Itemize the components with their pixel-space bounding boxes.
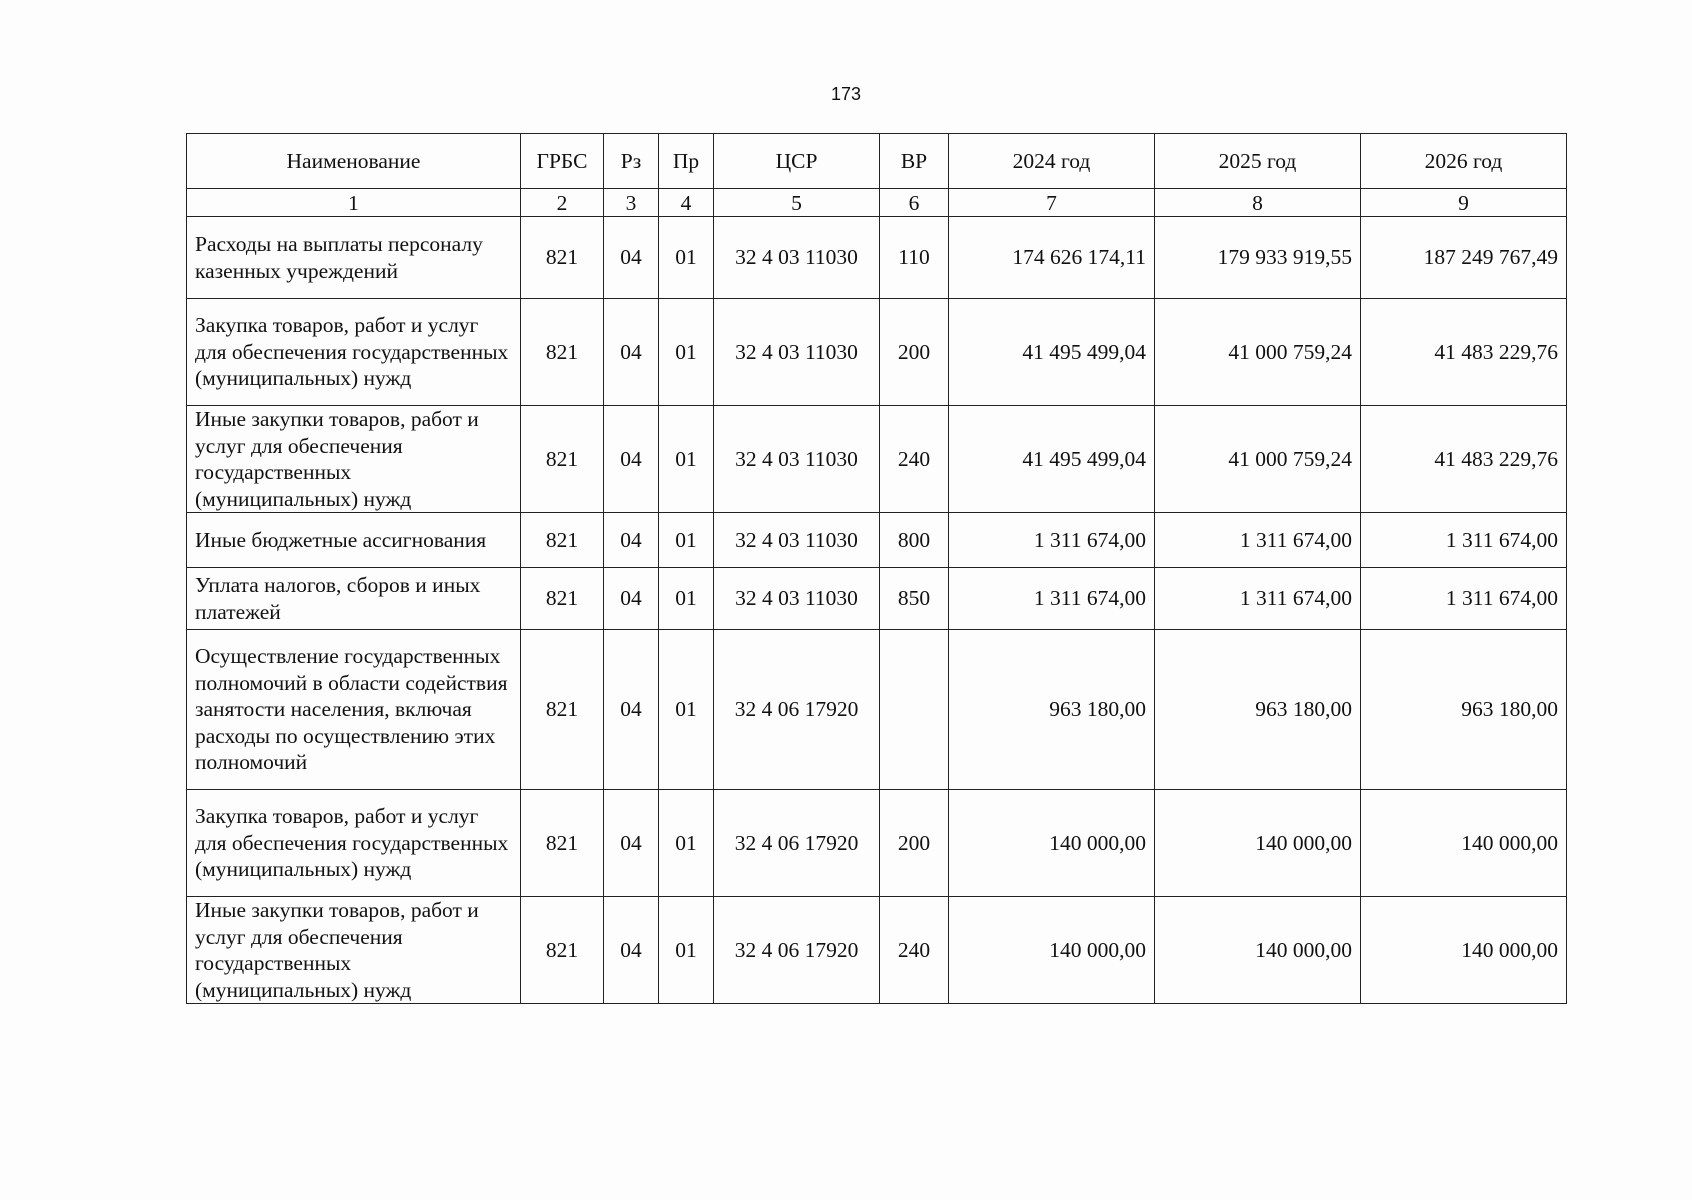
row-vr: 240 (880, 406, 949, 513)
row-name: Осуществление государственных полномочий в области содействия занятости населения, включая расходы по осуществлению этих полномочий (187, 630, 521, 790)
row-csr: 32 4 03 11030 (714, 406, 880, 513)
row-2024: 140 000,00 (949, 790, 1155, 897)
row-pr: 01 (659, 513, 714, 568)
row-pr: 01 (659, 790, 714, 897)
row-2026: 41 483 229,76 (1361, 406, 1567, 513)
row-rz: 04 (604, 630, 659, 790)
header-2025: 2025 год (1155, 134, 1361, 189)
table-row (187, 630, 1567, 790)
row-rz: 04 (604, 568, 659, 630)
row-csr: 32 4 03 11030 (714, 299, 880, 406)
column-index: 3 (604, 189, 659, 217)
row-grbs: 821 (521, 299, 604, 406)
column-index: 8 (1155, 189, 1361, 217)
row-vr: 240 (880, 897, 949, 1004)
row-csr: 32 4 03 11030 (714, 568, 880, 630)
page-number: 173 (830, 84, 862, 104)
table-row (187, 513, 1567, 568)
row-grbs: 821 (521, 630, 604, 790)
row-2026: 1 311 674,00 (1361, 568, 1567, 630)
header-pr: Пр (659, 134, 714, 189)
row-vr: 110 (880, 217, 949, 299)
row-csr: 32 4 06 17920 (714, 790, 880, 897)
row-pr: 01 (659, 406, 714, 513)
row-csr: 32 4 06 17920 (714, 630, 880, 790)
column-index: 7 (949, 189, 1155, 217)
header-2024: 2024 год (949, 134, 1155, 189)
row-2024: 1 311 674,00 (949, 513, 1155, 568)
header-csr: ЦСР (714, 134, 880, 189)
row-vr: 800 (880, 513, 949, 568)
row-rz: 04 (604, 406, 659, 513)
header-row (187, 134, 1567, 189)
row-2025: 179 933 919,55 (1155, 217, 1361, 299)
column-index: 1 (187, 189, 521, 217)
column-index: 6 (880, 189, 949, 217)
row-2026: 1 311 674,00 (1361, 513, 1567, 568)
row-csr: 32 4 03 11030 (714, 513, 880, 568)
column-index: 9 (1361, 189, 1567, 217)
header-name: Наименование (187, 134, 521, 189)
column-index: 5 (714, 189, 880, 217)
budget-table (186, 133, 1567, 1004)
row-name: Закупка товаров, работ и услуг для обеспечения государственных (муниципальных) нужд (187, 790, 521, 897)
row-rz: 04 (604, 217, 659, 299)
row-2026: 41 483 229,76 (1361, 299, 1567, 406)
row-2025: 1 311 674,00 (1155, 513, 1361, 568)
row-rz: 04 (604, 513, 659, 568)
column-index: 2 (521, 189, 604, 217)
row-pr: 01 (659, 568, 714, 630)
table-row (187, 897, 1567, 1004)
row-grbs: 821 (521, 406, 604, 513)
table-row (187, 406, 1567, 513)
row-2026: 140 000,00 (1361, 790, 1567, 897)
row-name: Уплата налогов, сборов и иных платежей (187, 568, 521, 630)
row-2025: 41 000 759,24 (1155, 406, 1361, 513)
column-index: 4 (659, 189, 714, 217)
row-2025: 41 000 759,24 (1155, 299, 1361, 406)
row-name: Расходы на выплаты персоналу казенных учреждений (187, 217, 521, 299)
row-pr: 01 (659, 630, 714, 790)
header-vr: ВР (880, 134, 949, 189)
row-vr: 200 (880, 790, 949, 897)
row-2025: 963 180,00 (1155, 630, 1361, 790)
row-name: Иные закупки товаров, работ и услуг для обеспечения государственных (муниципальных) нужд (187, 897, 521, 1004)
row-2026: 140 000,00 (1361, 897, 1567, 1004)
header-grbs: ГРБС (521, 134, 604, 189)
row-name: Иные бюджетные ассигнования (187, 513, 521, 568)
row-2024: 174 626 174,11 (949, 217, 1155, 299)
row-grbs: 821 (521, 513, 604, 568)
row-2024: 41 495 499,04 (949, 406, 1155, 513)
row-name: Закупка товаров, работ и услуг для обеспечения государственных (муниципальных) нужд (187, 299, 521, 406)
row-rz: 04 (604, 299, 659, 406)
row-2025: 140 000,00 (1155, 897, 1361, 1004)
header-2026: 2026 год (1361, 134, 1567, 189)
header-rz: Рз (604, 134, 659, 189)
row-rz: 04 (604, 790, 659, 897)
table-row (187, 299, 1567, 406)
column-index-row (187, 189, 1567, 217)
row-2025: 140 000,00 (1155, 790, 1361, 897)
table-row (187, 790, 1567, 897)
row-grbs: 821 (521, 217, 604, 299)
row-csr: 32 4 06 17920 (714, 897, 880, 1004)
row-vr: 850 (880, 568, 949, 630)
row-2024: 41 495 499,04 (949, 299, 1155, 406)
row-grbs: 821 (521, 790, 604, 897)
row-2026: 187 249 767,49 (1361, 217, 1567, 299)
row-csr: 32 4 03 11030 (714, 217, 880, 299)
table-row (187, 217, 1567, 299)
row-pr: 01 (659, 299, 714, 406)
row-name: Иные закупки товаров, работ и услуг для обеспечения государственных (муниципальных) нужд (187, 406, 521, 513)
row-2024: 1 311 674,00 (949, 568, 1155, 630)
row-grbs: 821 (521, 568, 604, 630)
row-2026: 963 180,00 (1361, 630, 1567, 790)
row-2025: 1 311 674,00 (1155, 568, 1361, 630)
row-2024: 140 000,00 (949, 897, 1155, 1004)
row-vr: 200 (880, 299, 949, 406)
row-2024: 963 180,00 (949, 630, 1155, 790)
row-vr (880, 630, 949, 790)
row-pr: 01 (659, 217, 714, 299)
row-rz: 04 (604, 897, 659, 1004)
row-pr: 01 (659, 897, 714, 1004)
row-grbs: 821 (521, 897, 604, 1004)
table-row (187, 568, 1567, 630)
